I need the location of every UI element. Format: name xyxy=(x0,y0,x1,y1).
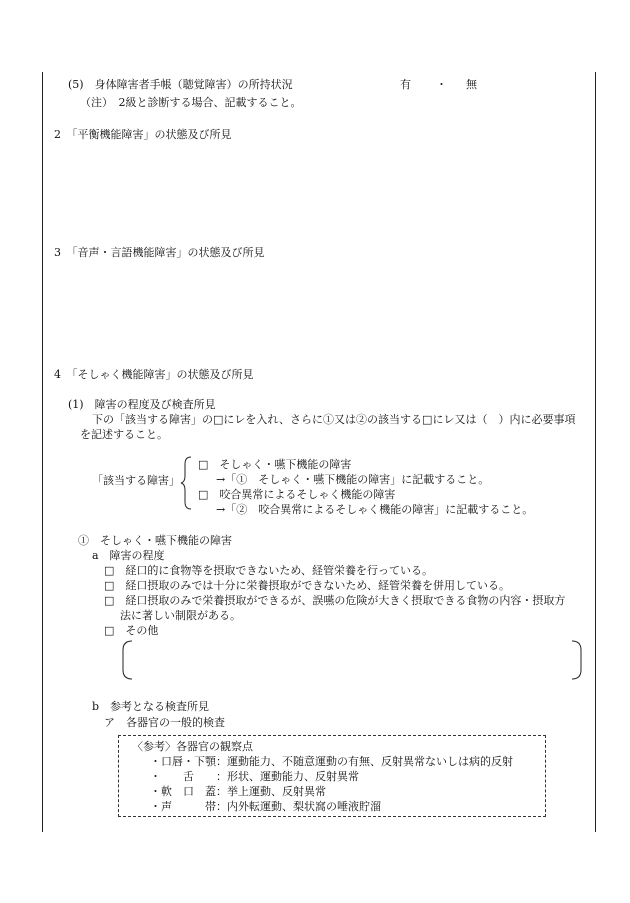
option-1-arrow-text: →「① そしゃく・嚥下機能の障害」に記載すること。 xyxy=(216,473,490,486)
subsection-1-title: (1) 障害の程度及び検査所見 xyxy=(68,398,216,411)
degree-option-other[interactable]: □ その他 xyxy=(104,624,159,637)
degree-option-3-cont: 法に著しい制限がある。 xyxy=(120,609,241,622)
reference-item-lips-jaw: ・口唇・下顎：運動能力、不随意運動の有無、反射異常ないしは病的反射 xyxy=(150,755,513,768)
reference-item-vocal-cords: ・声 帯：内外転運動、梨状窩の唾液貯溜 xyxy=(150,800,381,813)
section-3-title: 3 「音声・言語機能障害」の状態及び所見 xyxy=(54,246,265,259)
note-text: （注） 2級と診断する場合、記載すること。 xyxy=(80,96,302,109)
option-2-arrow-text: →「② 咬合異常によるそしゃく機能の障害」に記載すること。 xyxy=(216,503,534,516)
section-2-title: 2 「平衡機能障害」の状態及び所見 xyxy=(54,128,232,141)
degree-option-3[interactable]: □ 経口摂取のみで栄養摂取ができるが、誤嚥の危険が大きく摂取できる食物の内容・摂取方 xyxy=(104,594,566,607)
applicable-disability-label: 「該当する障害」 xyxy=(92,474,180,487)
general-exam-title: ア 各器官の一般的検査 xyxy=(104,716,225,729)
part-1-title: ① そしゃく・嚥下機能の障害 xyxy=(78,534,232,547)
section-4-title: 4 「そしゃく機能障害」の状態及び所見 xyxy=(54,368,254,381)
reference-item-soft-palate: ・軟 口 蓋：挙上運動、反射異常 xyxy=(150,785,326,798)
instruction-line-2: を記述すること。 xyxy=(80,428,168,441)
handbook-status-label: (5) 身体障害者手帳（聴覚障害）の所持状況 xyxy=(68,78,293,91)
degree-option-2[interactable]: □ 経口摂取のみでは十分に栄養摂取ができないため、経管栄養を併用している。 xyxy=(104,579,510,592)
reference-box-title: 〈参考〉各器官の観察点 xyxy=(132,740,253,753)
degree-option-1[interactable]: □ 経口的に食物等を摂取できないため、経管栄養を行っている。 xyxy=(104,564,433,577)
left-brace-icon xyxy=(181,456,193,510)
option-mastication-swallowing[interactable]: □ そしゃく・嚥下機能の障害 xyxy=(198,458,352,471)
option-no[interactable]: 無 xyxy=(466,78,477,91)
option-yes[interactable]: 有 xyxy=(400,78,411,91)
degree-title: a 障害の程度 xyxy=(92,549,165,562)
instruction-line-1: 下の「該当する障害」の□にレを入れ、さらに①又は②の該当する□にレ又は（ ）内に必要事項 xyxy=(92,413,576,426)
reference-item-tongue: ・ 舌 ：形状、運動能力、反射異常 xyxy=(150,770,359,783)
option-occlusion-abnormality[interactable]: □ 咬合異常によるそしゃく機能の障害 xyxy=(198,488,396,501)
other-input-parentheses[interactable] xyxy=(122,640,584,680)
reference-findings-title: b 参考となる検査所見 xyxy=(92,700,210,713)
option-separator: ・ xyxy=(436,78,447,91)
